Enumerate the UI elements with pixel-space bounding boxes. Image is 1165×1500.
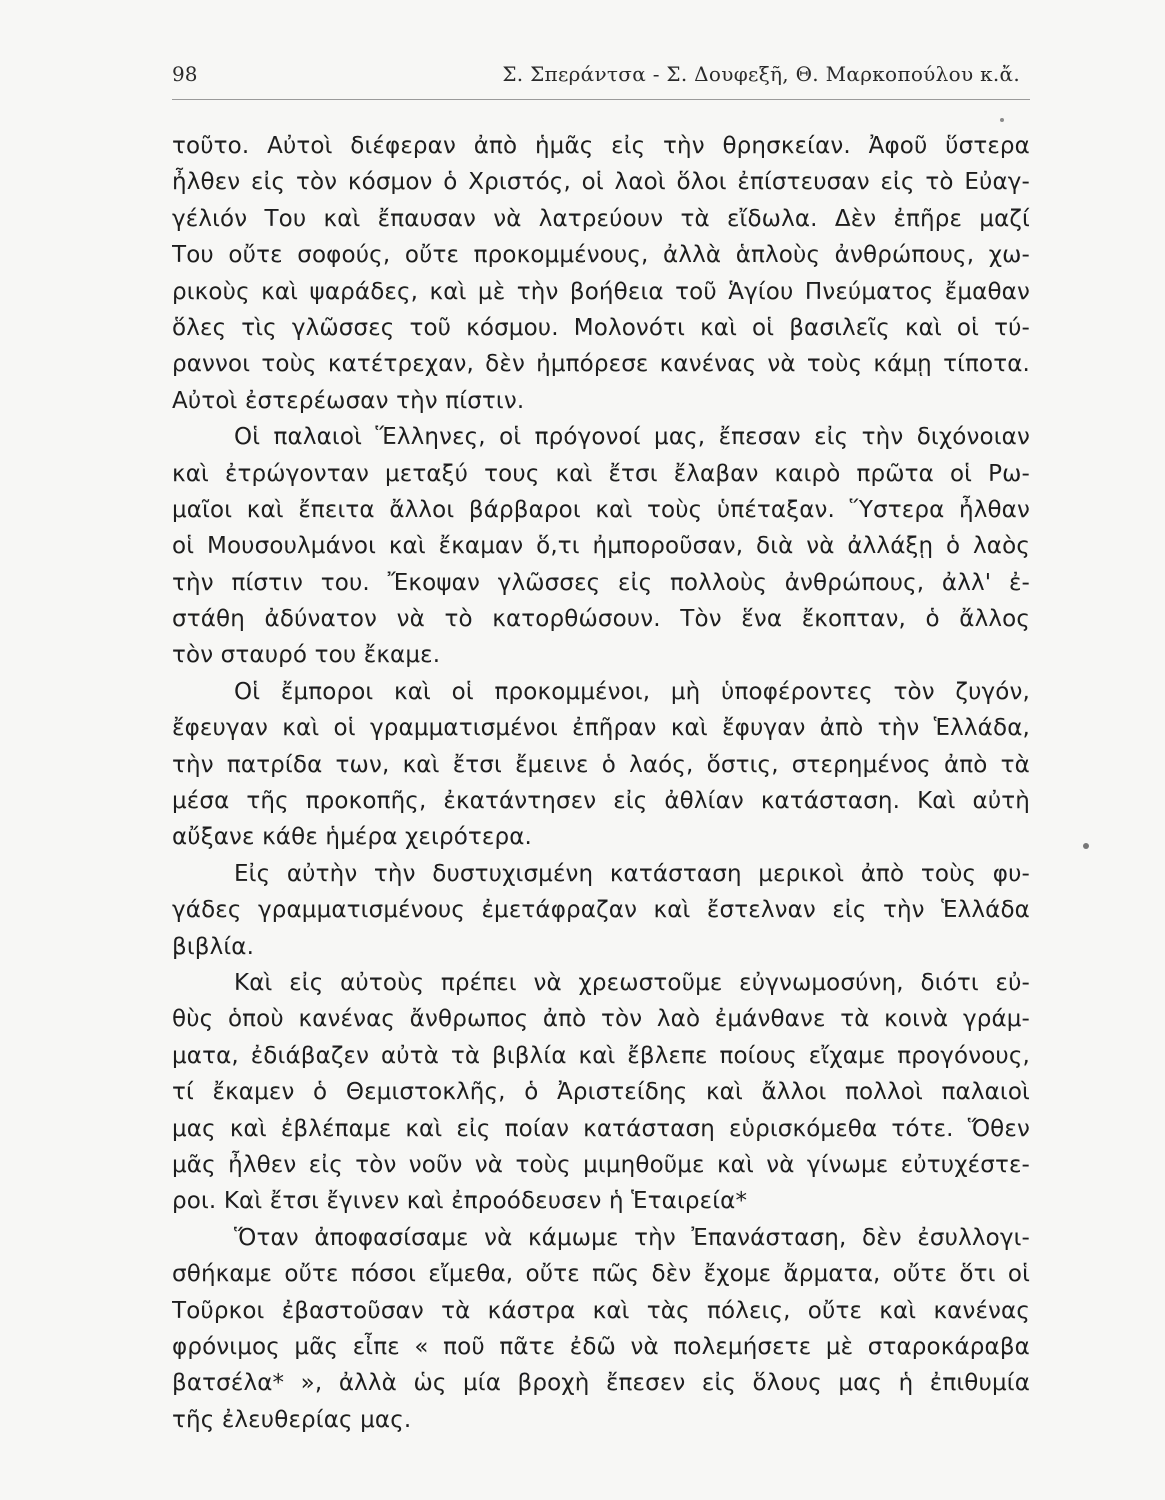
- page-number: 98: [172, 62, 198, 86]
- paragraph-end-line: αὔξανε κάθε ἡμέρα χειρότερα.: [172, 824, 533, 851]
- print-speck: [1000, 118, 1004, 122]
- running-title: Σ. Σπεράντσα - Σ. Δουφεξῆ, Θ. Μαρκοπούλου κ.ἄ.: [502, 62, 1020, 86]
- text-line: ἔφευγαν καὶ οἱ γραμματισμένοι ἐπῆραν καὶ ἔφυγαν ἀπὸ τὴν Ἑλλάδα,: [172, 715, 1030, 742]
- text-line: φρόνιμος μᾶς εἶπε « ποῦ πᾶτε ἐδῶ νὰ πολεμήσετε μὲ σταροκάραβα: [172, 1333, 1030, 1360]
- text-line: καὶ ἐτρώγονταν μεταξύ τους καὶ ἔτσι ἔλαβαν καιρὸ πρῶτα οἱ Ρω-: [172, 460, 1030, 487]
- print-speck: [1083, 843, 1089, 849]
- paragraph-end-line: Αὐτοὶ ἐστερέωσαν τὴν πίστιν.: [172, 387, 525, 414]
- paragraph-end-line: τῆς ἐλευθερίας μας.: [172, 1406, 412, 1433]
- header-rule: [172, 99, 1030, 100]
- text-line: σθήκαμε οὔτε πόσοι εἴμεθα, οὔτε πῶς δὲν ἔχομε ἄρματα, οὔτε ὅτι οἱ: [172, 1261, 1030, 1288]
- text-line: ραννοι τοὺς κατέτρεχαν, δὲν ἠμπόρεσε κανένας νὰ τοὺς κάμῃ τίποτα.: [172, 351, 1030, 378]
- text-line: Τοῦρκοι ἐβαστοῦσαν τὰ κάστρα καὶ τὰς πόλεις, οὔτε καὶ κανένας: [172, 1297, 1030, 1324]
- paragraph-start-line: Οἱ παλαιοὶ Ἕλληνες, οἱ πρόγονοί μας, ἔπεσαν εἰς τὴν διχόνοιαν: [234, 424, 1030, 451]
- text-line: μαῖοι καὶ ἔπειτα ἄλλοι βάρβαροι καὶ τοὺς ὑπέταξαν. Ὕστερα ἦλθαν: [172, 496, 1030, 523]
- text-line: στάθη ἀδύνατον νὰ τὸ κατορθώσουν. Τὸν ἕνα ἔκοπταν, ὁ ἄλλος: [172, 606, 1030, 633]
- text-line: μας καὶ ἐβλέπαμε καὶ εἰς ποίαν κατάσταση εὑρισκόμεθα τότε. Ὅθεν: [172, 1115, 1030, 1142]
- paragraph-start-line: Οἱ ἔμποροι καὶ οἱ προκομμένοι, μὴ ὑποφέροντες τὸν ζυγόν,: [234, 678, 1030, 705]
- text-line: ἦλθεν εἰς τὸν κόσμον ὁ Χριστός, οἱ λαοὶ ὅλοι ἐπίστευσαν εἰς τὸ Εὐαγ-: [172, 169, 1030, 196]
- page-header: [172, 62, 1032, 96]
- paragraph-end-line: βιβλία.: [172, 933, 255, 960]
- text-line: γάδες γραμματισμένους ἐμετάφραζαν καὶ ἔστελναν εἰς τὴν Ἑλλάδα: [172, 897, 1030, 924]
- text-line: θὺς ὁποὺ κανένας ἄνθρωπος ἀπὸ τὸν λαὸ ἐμάνθανε τὰ κοινὰ γράμ-: [172, 1006, 1030, 1033]
- text-line: ματα, ἐδιάβαζεν αὐτὰ τὰ βιβλία καὶ ἔβλεπε ποίους εἴχαμε προγόνους,: [172, 1042, 1030, 1069]
- text-line: Του οὔτε σοφούς, οὔτε προκομμένους, ἀλλὰ ἁπλοὺς ἀνθρώπους, χω-: [172, 242, 1030, 269]
- text-line: γέλιόν Του καὶ ἔπαυσαν νὰ λατρεύουν τὰ εἴδωλα. Δὲν ἐπῆρε μαζί: [172, 205, 1030, 232]
- text-line: ρικοὺς καὶ ψαράδες, καὶ μὲ τὴν βοήθεια τοῦ Ἁγίου Πνεύματος ἔμαθαν: [172, 278, 1030, 305]
- text-line: μέσα τῆς προκοπῆς, ἐκατάντησεν εἰς ἀθλίαν κατάσταση. Καὶ αὐτὴ: [172, 788, 1030, 815]
- text-line: τί ἔκαμεν ὁ Θεμιστοκλῆς, ὁ Ἀριστείδης καὶ ἄλλοι πολλοὶ παλαιοὶ: [172, 1079, 1030, 1106]
- paragraph-end-line: τὸν σταυρό του ἔκαμε.: [172, 642, 441, 669]
- text-line: ὅλες τὶς γλῶσσες τοῦ κόσμου. Μολονότι καὶ οἱ βασιλεῖς καὶ οἱ τύ-: [172, 314, 1030, 341]
- body-text: [172, 128, 1030, 1438]
- text-line: οἱ Μουσουλμάνοι καὶ ἔκαμαν ὅ,τι ἠμποροῦσαν, διὰ νὰ ἀλλάξῃ ὁ λαὸς: [172, 533, 1030, 560]
- paragraph-end-line: ροι. Καὶ ἔτσι ἔγινεν καὶ ἐπροόδευσεν ἡ Ἑταιρεία*: [172, 1188, 748, 1215]
- text-line: μᾶς ἦλθεν εἰς τὸν νοῦν νὰ τοὺς μιμηθοῦμε καὶ νὰ γίνωμε εὐτυχέστε-: [172, 1151, 1030, 1178]
- text-line: τὴν πίστιν του. Ἔκοψαν γλῶσσες εἰς πολλοὺς ἀνθρώπους, ἀλλ' ἐ-: [172, 569, 1030, 596]
- text-line: τὴν πατρίδα των, καὶ ἔτσι ἔμεινε ὁ λαός, ὅστις, στερημένος ἀπὸ τὰ: [172, 751, 1030, 778]
- paragraph-start-line: Καὶ εἰς αὐτοὺς πρέπει νὰ χρεωστοῦμε εὐγνωμοσύνη, διότι εὐ-: [234, 969, 1030, 996]
- text-line: τοῦτο. Αὐτοὶ διέφεραν ἀπὸ ἡμᾶς εἰς τὴν θρησκείαν. Ἀφοῦ ὕστερα: [172, 133, 1030, 159]
- paragraph-start-line: Εἰς αὐτὴν τὴν δυστυχισμένη κατάσταση μερικοὶ ἀπὸ τοὺς φυ-: [234, 860, 1030, 887]
- paragraph-start-line: Ὅταν ἀποφασίσαμε νὰ κάμωμε τὴν Ἐπανάσταση, δὲν ἐσυλλογι-: [234, 1224, 1030, 1251]
- text-line: βατσέλα* », ἀλλὰ ὡς μία βροχὴ ἔπεσεν εἰς ὅλους μας ἡ ἐπιθυμία: [172, 1370, 1030, 1397]
